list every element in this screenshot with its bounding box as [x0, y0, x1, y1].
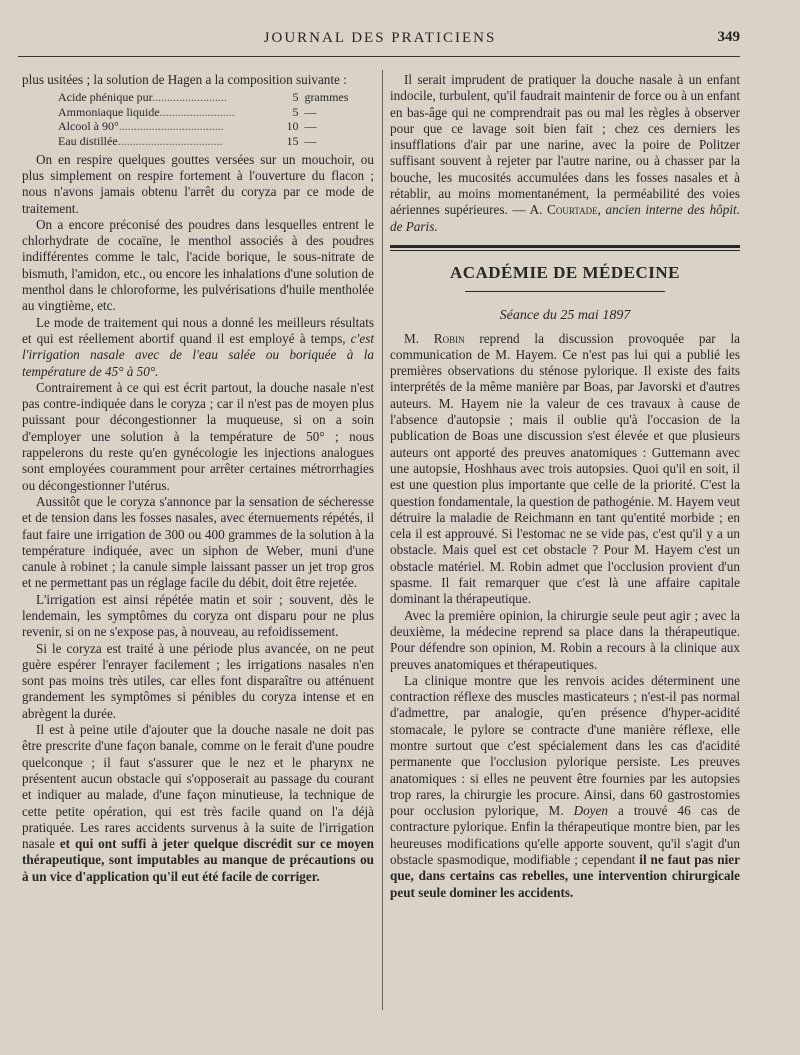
formula-qty: 5	[292, 90, 299, 105]
section-title: ACADÉMIE DE MÉDECINE	[449, 262, 681, 282]
formula-qty: 10	[286, 119, 299, 134]
speaker-name: M. Robin	[404, 330, 465, 346]
paragraph: La clinique montre que les renvois acides déterminent une contraction réflexe des muscles masticateurs ; n'est-il pas normal d'admettre, par analogie, qu'en présence d'hyper-acidité stomacale, le pylore se contracte d'une manière réflexe, elle montre surtout que c'est spécialement dans les cas d'acidité permanente que l'occlusion pylorique persiste. Les preuves anatomiques : si elles ne peuvent être fournies par les autopsies trop rares, la chirurgie les procure. Ainsi, dans 60 gastrostomies pour occlusion pylorique, M. Doyen a trouvé 46 cas de contracture pylorique. Enfin la thérapeutique montre bien, par les heureuses modifications qu'elle apporte souvent, qu'il s'agit d'un obstacle spasmodique, modifiable ; cependant il ne faut pas nier que, dans certains cas rebelles, une intervention chirurgicale peut seule dominer les accidents.	[390, 672, 741, 900]
formula-row: Eau distillée................................... 15 —	[58, 134, 374, 149]
bold-text: et qui ont suffi à jeter quelque discrédit sur ce moyen thérapeutique, sont imputables au manque de précautions ou à un vice d'application qu'il eut été facile de corriger.	[22, 836, 374, 884]
seance-date: Séance du 25 mai 1897	[499, 308, 631, 324]
paragraph: M. Robin reprend la discussion provoquée par la communication de M. Hayem. Ce n'est pas lui qui a publié les premières observations du sténose pylorique. Il existe des faits interprétés de la même manière par Boas, par Javorski et d'autres auteurs. M. Hayem nie la valeur de ces travaux à cause de l'absence d'autopsie ; mais il oublie qu'à l'occasion de la publication de Boas une discussion s'est élevée et que plusieurs auteurs ont apporté des preuves anatomiques : Guttemann avec une autopsie, Hoshhaus avec trois autopsies. Quoi qu'il en soit, il est une question plus importante que celle de la priorité. C'est la question fondamentale, la question de pathogénie. M. Hayem veut détruire la maladie de Reichmann en tant qu'entité morbide ; en cela il est approuvé. Si l'estomac ne se vide pas, c'est qu'il y a un obstacle. Mais quel est cet obstacle ? Pour M. Hayem c'est un obstacle matériel. M. Robin admet que l'occlusion provient d'un spasme. Il fait remarquer que c'est là une affaire capitale dominant la thérapeutique.	[390, 330, 740, 607]
formula-row: Ammoniaque liquide......................... 5 —	[58, 105, 374, 120]
section-rule	[390, 245, 740, 248]
paragraph: Aussitôt que le coryza s'annonce par la sensation de sécheresse et de tension dans les fosses nasales, avec éternuements répétés, il faut faire une irrigation de 300 ou 400 grammes de la solution à la température indiquée, avec un siphon de Weber, muni d'une canule à robinet ; la canule simple laissant passer un jet trop gros et ne permettant pas un réglage facile du débit, doit être rejetée.	[22, 493, 374, 591]
formula-qty: 5	[292, 104, 299, 119]
paragraph: Il est à peine utile d'ajouter que la douche nasale ne doit pas être prescrite d'une façon banale, comme on le ferait d'une poudre quelconque ; il faut s'assurer que le nez et le pharynx ne présentent aucun obstacle qui s'opposerait au passage du courant et indiquer au malade, d'une façon minutieuse, la technique de cette petite opération, qui est très facile quand on l'a déjà pratiquée. Les rares accidents survenus à la suite de l'irrigation nasale et qui ont suffi à jeter quelque discrédit sur ce moyen thérapeutique, sont imputables au manque de précautions ou à un vice d'application qu'il eut été facile de corriger.	[22, 722, 374, 884]
formula-ingredient: Eau distillée	[58, 134, 118, 149]
running-title: JOURNAL DES PRATICIENS	[263, 30, 497, 46]
paragraph: Contrairement à ce qui est écrit partout, la douche nasale n'est pas contre-indiquée dans le coryza ; car il n'est pas de moyen plus puissant pour décongestionner la muqueuse, si on a soin d'employer une solution à la température de 50° ; nous rappelerons du reste qu'en gynécologie les injections analogues sont employées couramment pour arrêter certaines métrorrhagies ou décongestionner l'utérus.	[22, 379, 374, 493]
paragraph: Si le coryza est traité à une période plus avancée, on ne peut guère espérer l'enrayer facilement ; les irrigations nasales n'en sont pas moins très utiles, car elles font disparaître ou atténuent grandement les symptômes si pénibles du coryza intense et en abrègent la durée.	[22, 640, 374, 721]
title-rule	[465, 291, 665, 292]
paragraph: Le mode de traitement qui nous a donné les meilleurs résultats et qui est réellement abortif quand il est employé à temps, c'est l'irrigation nasale avec de l'eau salée ou boriquée à la température de 45° à 50°.	[22, 314, 374, 379]
author-name: Courtade	[547, 202, 598, 218]
page-number: 349	[717, 29, 740, 45]
paragraph: On a encore préconisé des poudres dans lesquelles entrent le chlorhydrate de cocaïne, le menthol associés à des poudres indifférentes comme le talc, l'acide borique, le sous-nitrate de bismuth, l'amidon, etc., ou encore les inhalations d'une solution de menthol dans le chloroforme, les pulvérisations d'huile mentholée au vingtième, etc.	[22, 216, 374, 314]
paragraph: L'irrigation est ainsi répétée matin et soir ; souvent, dès le lendemain, les symptômes du coryza ont disparu pour ne plus revenir, si on ne s'expose pas, à nouveau, au refoidissement.	[22, 591, 374, 640]
emphasis: c'est l'irrigation nasale avec de l'eau salée ou boriquée à la température de 45° à 50°.	[22, 330, 374, 379]
formula-row: Acide phénique pur......................... 5 grammes	[58, 90, 374, 105]
formula-ingredient: Ammoniaque liquide	[58, 104, 160, 119]
column-divider	[382, 70, 383, 1010]
left-column	[22, 72, 374, 885]
formula-qty: 15	[286, 134, 299, 149]
paragraph: On en respire quelques gouttes versées sur un mouchoir, ou plus simplement on respire fortement à l'ouverture du flacon ; nous n'avons jamais obtenu l'arrêt du coryza par ce mode de traitement.	[22, 151, 374, 216]
header-rule	[18, 56, 740, 57]
formula-ingredient: Acide phénique pur	[58, 90, 152, 105]
formula-row: Alcool à 90°................................... 10 —	[58, 119, 374, 134]
paragraph: plus usitées ; la solution de Hagen a la composition suivante :	[22, 72, 347, 87]
formula-unit: —	[304, 134, 317, 149]
paragraph: Il serait imprudent de pratiquer la douche nasale à un enfant indocile, turbulent, qu'il faudrait maintenir de force ou à un enfant en bas-âge qui ne comprendrait pas ou mal les règles à observer pour que ce lavage soit bien fait ; chez ces derniers les insufflations d'air par une narine, avec la poire de Politzer suffisant souvent à rejeter par l'autre narine, ou à chasser par la bouche, les mucosités accumulées dans les fosses nasales et à rétablir, au moins momentanément, la perméabilité des voies aériennes supérieures. — A. Courtade, ancien interne des hôpit. de Paris.	[390, 72, 740, 234]
paragraph: Avec la première opinion, la chirurgie seule peut agir ; avec la deuxième, la médecine reprend sa place dans la thérapeutique. Pour défendre son opinion, M. Robin a recours à la clinique aux preuves anatomiques et thérapeutiques.	[390, 607, 740, 672]
hagen-formula	[58, 90, 374, 148]
formula-unit: —	[304, 104, 317, 119]
author-title: ancien interne des hôpit. de Paris.	[390, 202, 740, 234]
page-header	[20, 26, 740, 50]
right-column	[390, 72, 740, 901]
formula-unit: grammes	[304, 90, 349, 105]
bold-text: il ne faut pas nier que, dans certains cas rebelles, une intervention chirurgicale peut seule dominer les accidents.	[390, 852, 741, 900]
formula-ingredient: Alcool à 90°	[58, 119, 119, 134]
section-rule	[390, 250, 740, 251]
formula-unit: —	[304, 119, 317, 134]
cited-name: Doyen	[573, 803, 608, 819]
